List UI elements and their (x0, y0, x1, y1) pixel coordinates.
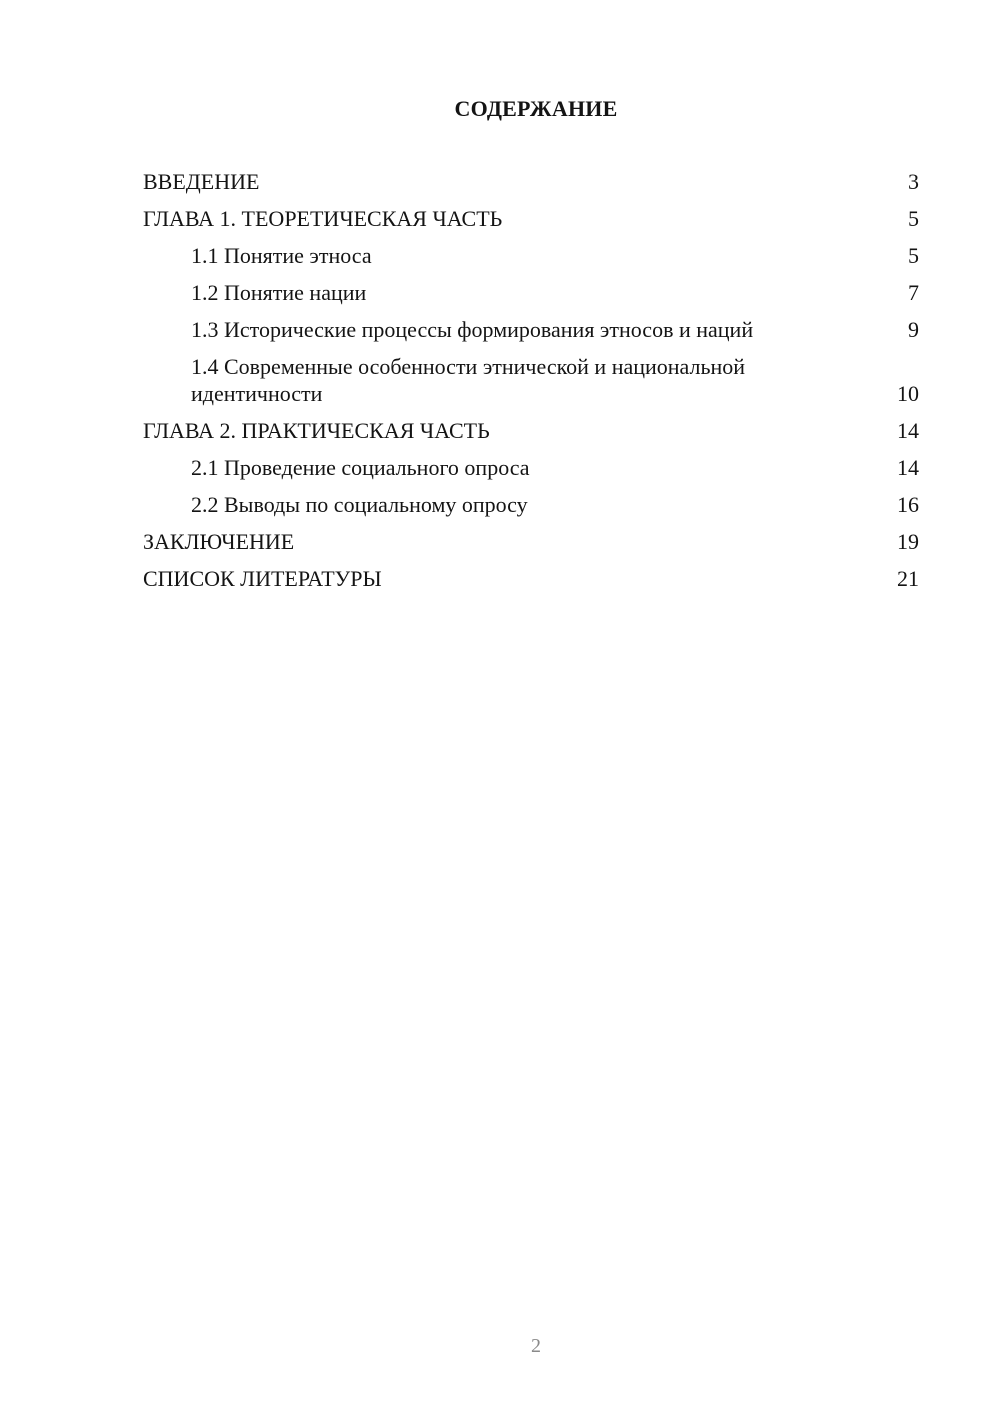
toc-entry-title: ГЛАВА 2. ПРАКТИЧЕСКАЯ ЧАСТЬ (143, 418, 490, 443)
table-of-contents (143, 168, 919, 602)
toc-entry-title: 1.4 Современные особенности этнической и национальной идентичности (191, 354, 746, 406)
toc-entry-title: 1.2 Понятие нации (191, 280, 367, 305)
toc-entry-page: 14 (897, 455, 919, 480)
page-number: 2 (531, 1335, 541, 1357)
toc-entry[interactable] (143, 417, 919, 444)
toc-subentry[interactable] (143, 454, 919, 481)
toc-entry[interactable] (143, 528, 919, 555)
toc-entry-title: 2.2 Выводы по социальному опросу (191, 492, 528, 517)
toc-entry-title: ВВЕДЕНИЕ (143, 169, 260, 194)
toc-entry-page: 14 (897, 418, 919, 443)
toc-subentry[interactable] (143, 242, 919, 269)
toc-entry[interactable] (143, 168, 919, 195)
toc-subentry[interactable] (143, 279, 919, 306)
toc-entry-page: 10 (897, 381, 919, 406)
toc-entry-page: 5 (908, 206, 919, 231)
toc-entry-page: 9 (908, 317, 919, 342)
toc-entry-page: 16 (897, 492, 919, 517)
toc-entry-title: 2.1 Проведение социального опроса (191, 455, 530, 480)
toc-entry[interactable] (143, 565, 919, 592)
toc-entry-title: ЗАКЛЮЧЕНИЕ (143, 529, 295, 554)
toc-entry-page: 21 (897, 566, 919, 591)
toc-entry-title: 1.1 Понятие этноса (191, 243, 372, 268)
toc-subentry[interactable] (143, 353, 919, 407)
toc-entry-page: 19 (897, 529, 919, 554)
toc-entry-page: 5 (908, 243, 919, 268)
toc-entry[interactable] (143, 205, 919, 232)
toc-entry-page: 3 (908, 169, 919, 194)
toc-entry-title: 1.3 Исторические процессы формирования этносов и наций (191, 317, 754, 342)
toc-entry-page: 7 (908, 280, 919, 305)
toc-entry-title: ГЛАВА 1. ТЕОРЕТИЧЕСКАЯ ЧАСТЬ (143, 206, 503, 231)
toc-entry-title: СПИСОК ЛИТЕРАТУРЫ (143, 566, 382, 591)
toc-subentry[interactable] (143, 316, 919, 343)
toc-title: СОДЕРЖАНИЕ (454, 96, 618, 121)
toc-subentry[interactable] (143, 491, 919, 518)
